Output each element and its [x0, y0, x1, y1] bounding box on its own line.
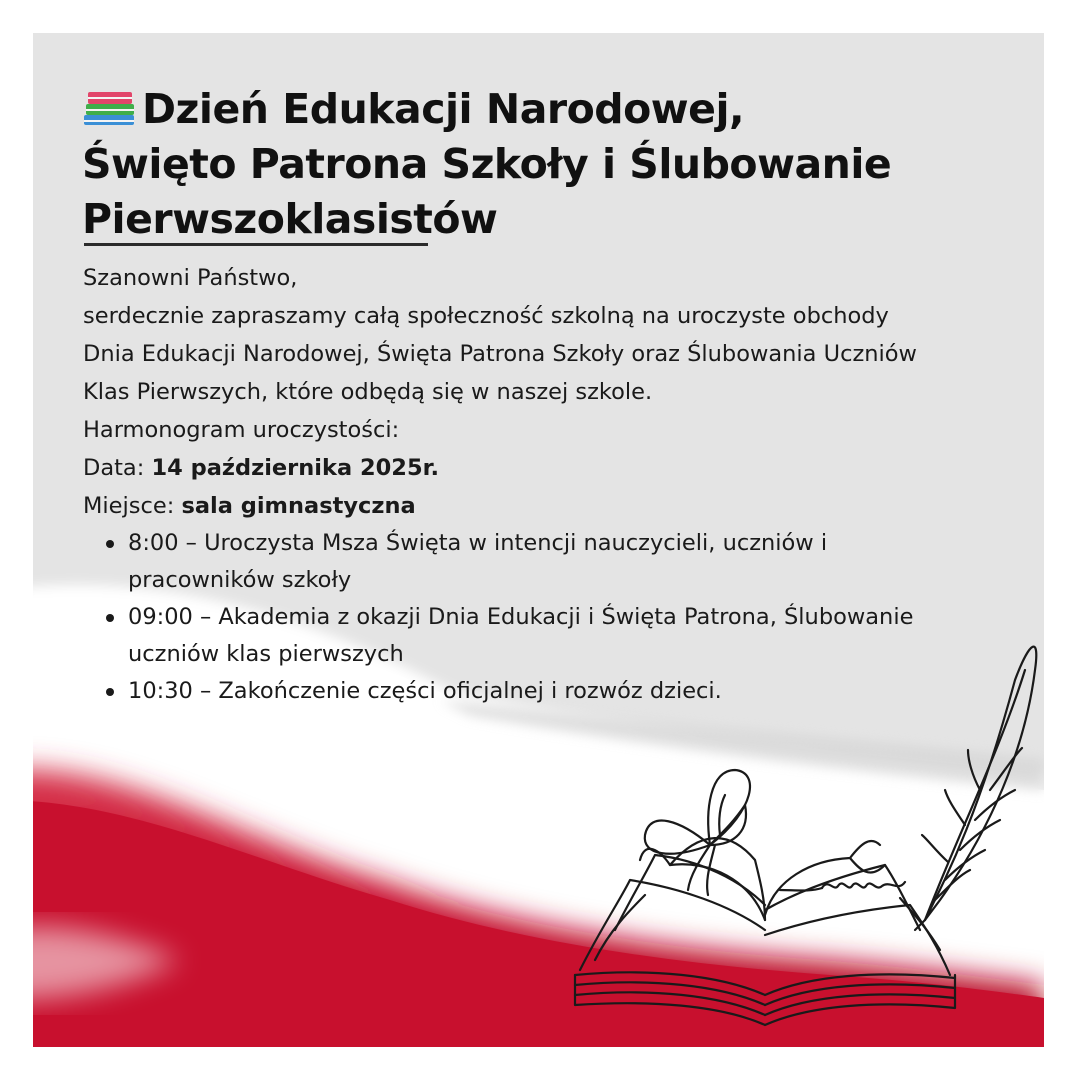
intro-line-2: Dnia Edukacji Narodowej, Święta Patrona Szkoły oraz Ślubowania Uczniów — [83, 341, 917, 367]
bullet-icon — [106, 688, 114, 696]
date-label: Data: — [83, 455, 152, 481]
date-value: 14 października 2025r. — [151, 455, 440, 481]
intro-line-3: Klas Pierwszych, które odbędą się w naszej szkole. — [83, 379, 653, 405]
place-row — [83, 487, 1043, 525]
schedule-item-2-line-2: uczniów klas pierwszych — [128, 641, 404, 667]
bullet-icon — [106, 540, 114, 548]
schedule-item-1-line-1: 8:00 – Uroczysta Msza Święta w intencji nauczycieli, uczniów i — [128, 530, 828, 556]
greeting: Szanowni Państwo, — [83, 265, 298, 291]
place-label: Miejsce: — [83, 493, 182, 519]
title-underline — [84, 243, 428, 246]
schedule-item-3-line-1: 10:30 – Zakończenie części oficjalnej i rozwóz dzieci. — [128, 678, 722, 704]
title-line-3: Pierwszoklasistów — [82, 195, 498, 243]
schedule-item-1-line-2: pracowników szkoły — [128, 567, 352, 593]
intro-line-1: serdecznie zapraszamy całą społeczność szkolną na uroczyste obchody — [83, 303, 889, 329]
bullet-icon — [106, 614, 114, 622]
schedule-item-2-line-1: 09:00 – Akademia z okazji Dnia Edukacji i Święta Patrona, Ślubowanie — [128, 604, 914, 630]
title-text-1: Dzień Edukacji Narodowej, — [142, 85, 745, 133]
place-value: sala gimnastyczna — [181, 493, 416, 519]
list-item — [128, 525, 1043, 599]
books-icon — [82, 87, 138, 127]
page-title — [82, 82, 1012, 247]
open-book-quill-butterfly-icon — [560, 630, 1040, 1040]
title-line-2: Święto Patrona Szkoły i Ślubowanie — [82, 140, 892, 188]
schedule-heading: Harmonogram uroczystości: — [83, 417, 400, 443]
title-line-1 — [82, 82, 1012, 137]
date-row — [83, 449, 1043, 487]
